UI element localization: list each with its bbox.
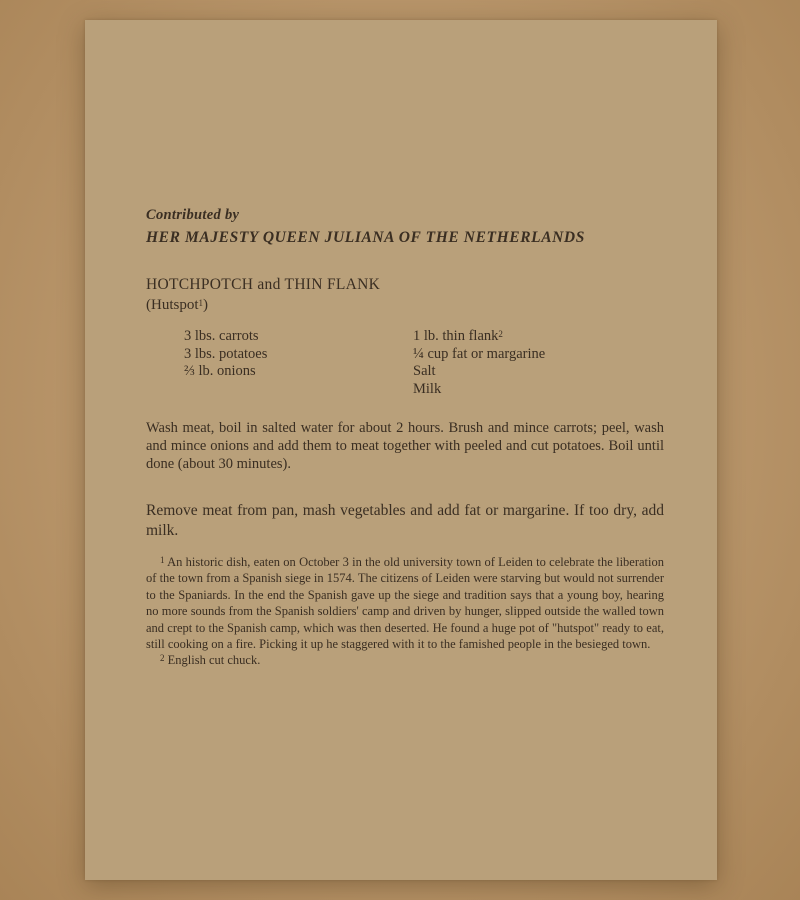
instructions-paragraph-1: Wash meat, boil in salted water for about 2 hours. Brush and mince carrots; peel, wash and mince onions and add them to meat together with peeled and cut potatoes. Boil until done (about 30 minutes). [146, 420, 664, 472]
instructions-paragraph-2: Remove meat from pan, mash vegetables and add fat or margarine. If too dry, add milk. [146, 502, 664, 539]
recipe-subtitle-text: (Hutspot [146, 297, 199, 313]
ingredient-item: 3 lbs. carrots [184, 328, 259, 344]
footnote-ref-2: 2 [498, 329, 503, 339]
footnote-2-mark: 2 [160, 653, 165, 664]
ingredient-item: 3 lbs. potatoes [184, 345, 268, 362]
ingredients-list [146, 328, 664, 398]
ingredient-item [413, 328, 633, 346]
ingredients-left-column [184, 328, 413, 398]
contributor-name: HER MAJESTY QUEEN JULIANA OF THE NETHERLANDS [146, 229, 585, 246]
ingredient-item: ¼ cup fat or margarine [413, 345, 546, 362]
ingredient-text: 1 lb. thin flank [413, 328, 499, 344]
footnote-1-mark: 1 [160, 555, 165, 565]
ingredient-item: ⅔ lb. onions [184, 363, 256, 379]
book-page [85, 20, 717, 880]
ingredient-item: Salt [413, 363, 436, 379]
page-content [146, 204, 664, 669]
ingredient-item: Milk [413, 380, 442, 397]
footnote-1 [146, 554, 664, 652]
footnote-ref-1: 1 [198, 298, 203, 308]
footnote-2-text: English cut chuck. [167, 653, 261, 668]
recipe-subtitle-close: ) [203, 297, 208, 313]
footnotes [146, 554, 664, 669]
footnote-2 [146, 652, 664, 668]
footnote-1-text: An historic dish, eaten on October 3 in the old university town of Leiden to celebrate the liberation of the town from a Spanish siege in 1574. The citizens of Leiden were starving but would not surrender to the Spaniards. In the end the Spanish gave up the siege and tradition says that a young boy, hearing no more sounds from the Spanish soldiers' camp and driven by hunger, slipped outside the walled town and crept to the Spanish camp, which was then deserted. He found a huge pot of "hutspot" ready to eat, still cooking on a fire. Picking it up he staggered with it to the famished people in the besieged town. [146, 555, 664, 652]
contributed-by-label: Contributed by [146, 207, 240, 223]
recipe-title: HOTCHPOTCH and THIN FLANK [146, 276, 381, 293]
recipe-subtitle [146, 295, 664, 315]
ingredients-right-column [413, 328, 633, 398]
